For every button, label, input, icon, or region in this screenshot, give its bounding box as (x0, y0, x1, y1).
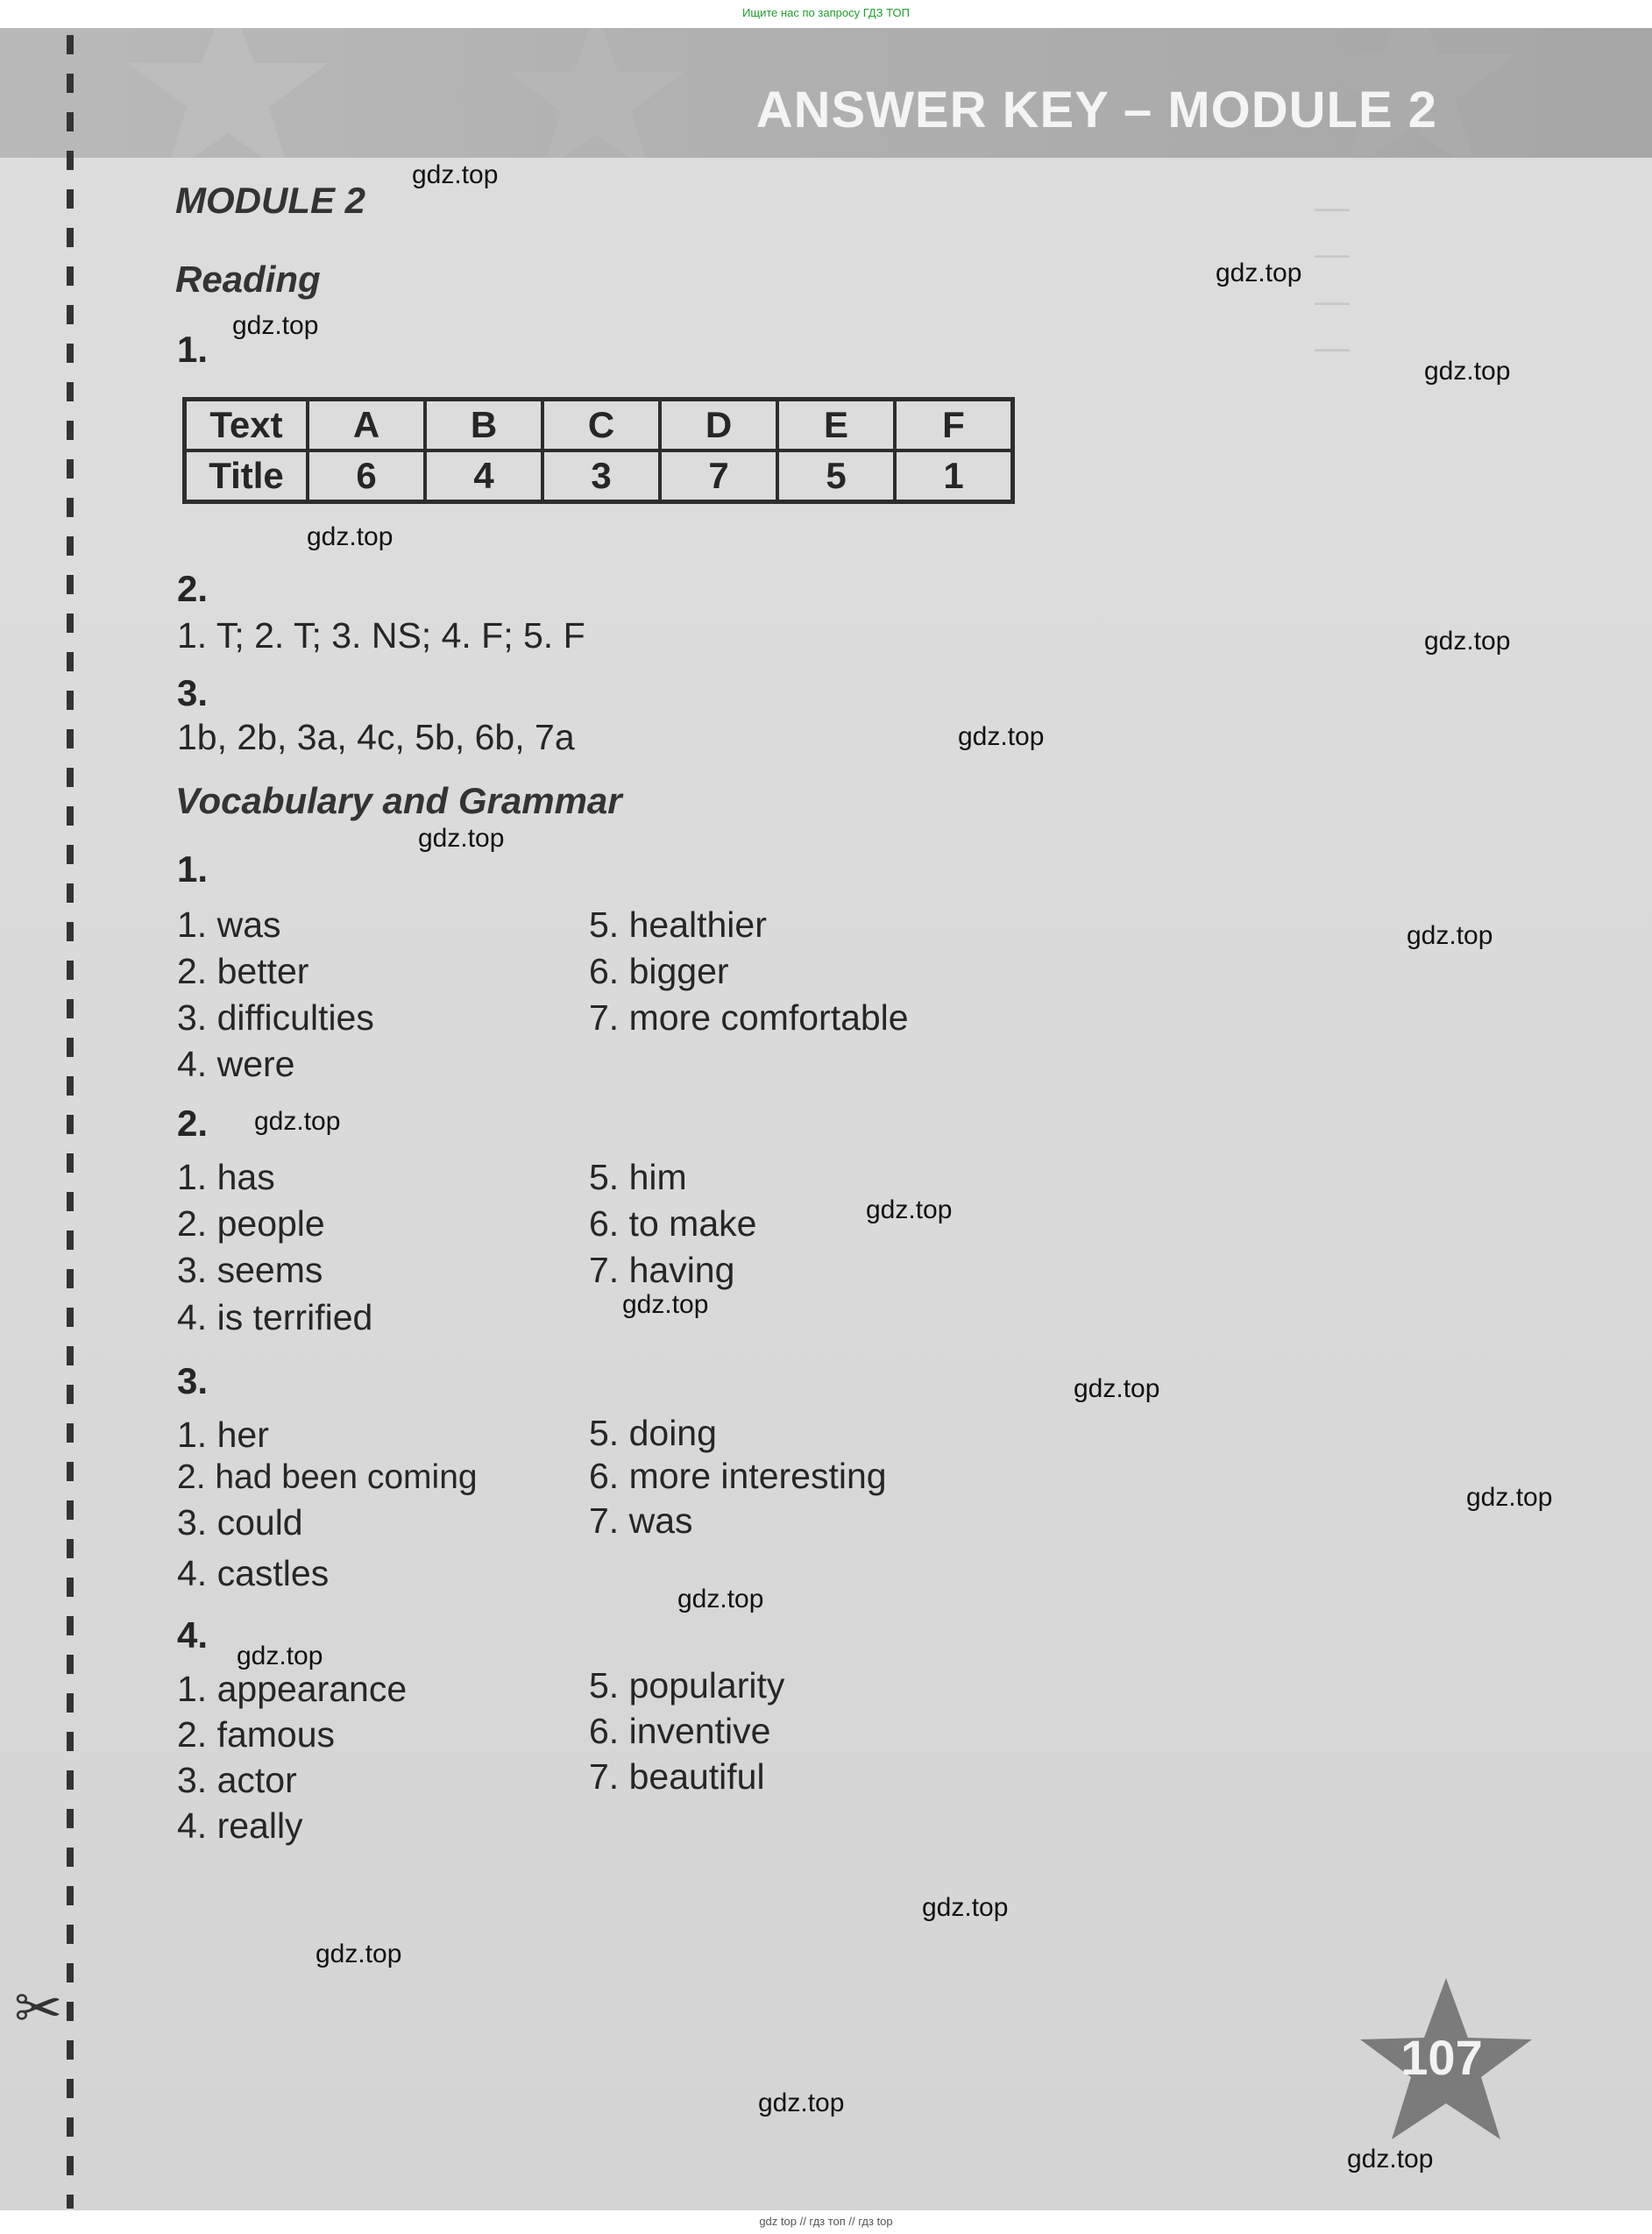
table-cell: 1 (895, 450, 1013, 502)
list-item: 2. had been coming (177, 1458, 478, 1496)
reading-ex3-number: 3. (177, 672, 209, 713)
watermark: gdz.top (418, 824, 505, 853)
table-cell: 7 (660, 450, 777, 502)
list-item: 6. inventive (589, 1711, 771, 1751)
list-item: 6. bigger (589, 951, 729, 991)
watermark: gdz.top (1347, 2145, 1434, 2174)
table-cell: Text (185, 400, 308, 451)
reading-ex2-number: 2. (177, 568, 209, 609)
answer-table (182, 397, 1015, 504)
list-item: 7. having (589, 1250, 735, 1290)
watermark: gdz.top (677, 1585, 764, 1613)
list-item: 4. is terrified (177, 1297, 373, 1337)
table-cell: D (660, 400, 777, 451)
list-item: 2. famous (177, 1714, 336, 1755)
vocab-grammar-heading: Vocabulary and Grammar (175, 780, 622, 821)
list-item: 5. popularity (589, 1665, 785, 1706)
list-item: 4. were (177, 1044, 295, 1084)
table-cell: F (895, 400, 1013, 451)
list-item: 5. him (589, 1157, 687, 1197)
top-banner[interactable]: Ищите нас по запросу ГДЗ ТОП (742, 6, 910, 19)
cut-line (67, 35, 74, 2209)
list-item: 7. beautiful (589, 1756, 765, 1797)
header-band (0, 28, 1652, 158)
list-item: 6. more interesting (589, 1456, 887, 1496)
list-item: 2. better (177, 951, 309, 991)
list-item: 1. her (177, 1415, 269, 1455)
list-item: 7. more comfortable (589, 997, 909, 1038)
watermark: gdz.top (1216, 259, 1302, 287)
watermark: gdz.top (1074, 1374, 1160, 1403)
watermark: gdz.top (237, 1642, 323, 1670)
list-item: 1. has (177, 1157, 275, 1197)
watermark: gdz.top (1424, 357, 1511, 386)
vg-ex1-number: 1. (177, 848, 209, 890)
bottom-banner: gdz top // гдз топ // гдз top (759, 2215, 893, 2228)
watermark: gdz.top (622, 1290, 709, 1319)
watermark: gdz.top (1407, 921, 1493, 950)
table-cell: C (542, 400, 660, 451)
page-number: 107 (1400, 2030, 1483, 2085)
star-decoration-icon (105, 28, 351, 158)
vg-ex2-number: 2. (177, 1103, 209, 1144)
list-item: 3. actor (177, 1760, 297, 1800)
table-cell: A (308, 400, 425, 451)
page-background (0, 28, 1652, 2210)
reading-heading: Reading (175, 259, 321, 300)
table-cell: 6 (308, 450, 425, 502)
list-item: 4. really (177, 1805, 303, 1846)
list-item: 6. to make (589, 1203, 757, 1244)
reading-ex3-answers: 1b, 2b, 3a, 4c, 5b, 6b, 7a (177, 717, 575, 757)
table-cell: 4 (425, 450, 542, 502)
table-cell: 5 (777, 450, 895, 502)
table-row (185, 450, 1013, 502)
header-title: ANSWER KEY – MODULE 2 (755, 82, 1437, 138)
table-cell: Title (185, 450, 308, 502)
module-title: MODULE 2 (175, 180, 366, 221)
watermark: gdz.top (866, 1195, 953, 1224)
list-item: 2. people (177, 1203, 325, 1244)
watermark: gdz.top (1424, 627, 1511, 656)
watermark: gdz.top (316, 1940, 402, 1968)
watermark: gdz.top (412, 160, 499, 189)
list-item: 3. could (177, 1502, 303, 1543)
list-item: 1. appearance (177, 1669, 408, 1709)
watermark: gdz.top (1466, 1483, 1553, 1512)
vg-ex3-number: 3. (177, 1360, 209, 1401)
list-item: 3. seems (177, 1250, 323, 1290)
watermark: gdz.top (232, 311, 319, 340)
watermark: gdz.top (758, 2089, 845, 2117)
list-item: 3. difficulties (177, 997, 374, 1038)
reading-ex2-answers: 1. T; 2. T; 3. NS; 4. F; 5. F (177, 615, 585, 656)
list-item: 1. was (177, 904, 281, 945)
star-decoration-icon (491, 28, 701, 158)
watermark: gdz.top (307, 522, 394, 551)
list-item: 4. castles (177, 1553, 330, 1593)
watermark: gdz.top (958, 722, 1045, 751)
watermark: gdz.top (922, 1893, 1009, 1922)
vg-ex4-number: 4. (177, 1614, 209, 1656)
reading-ex1-number: 1. (177, 329, 209, 370)
list-item: 5. healthier (589, 904, 767, 945)
table-cell: 3 (542, 450, 660, 502)
list-item: 5. doing (589, 1413, 717, 1453)
list-item: 7. was (589, 1500, 693, 1541)
table-cell: E (777, 400, 895, 451)
watermark: gdz.top (254, 1107, 341, 1136)
table-row (185, 400, 1013, 451)
table-cell: B (425, 400, 542, 451)
scissors-icon: ✂ (14, 1975, 63, 2040)
